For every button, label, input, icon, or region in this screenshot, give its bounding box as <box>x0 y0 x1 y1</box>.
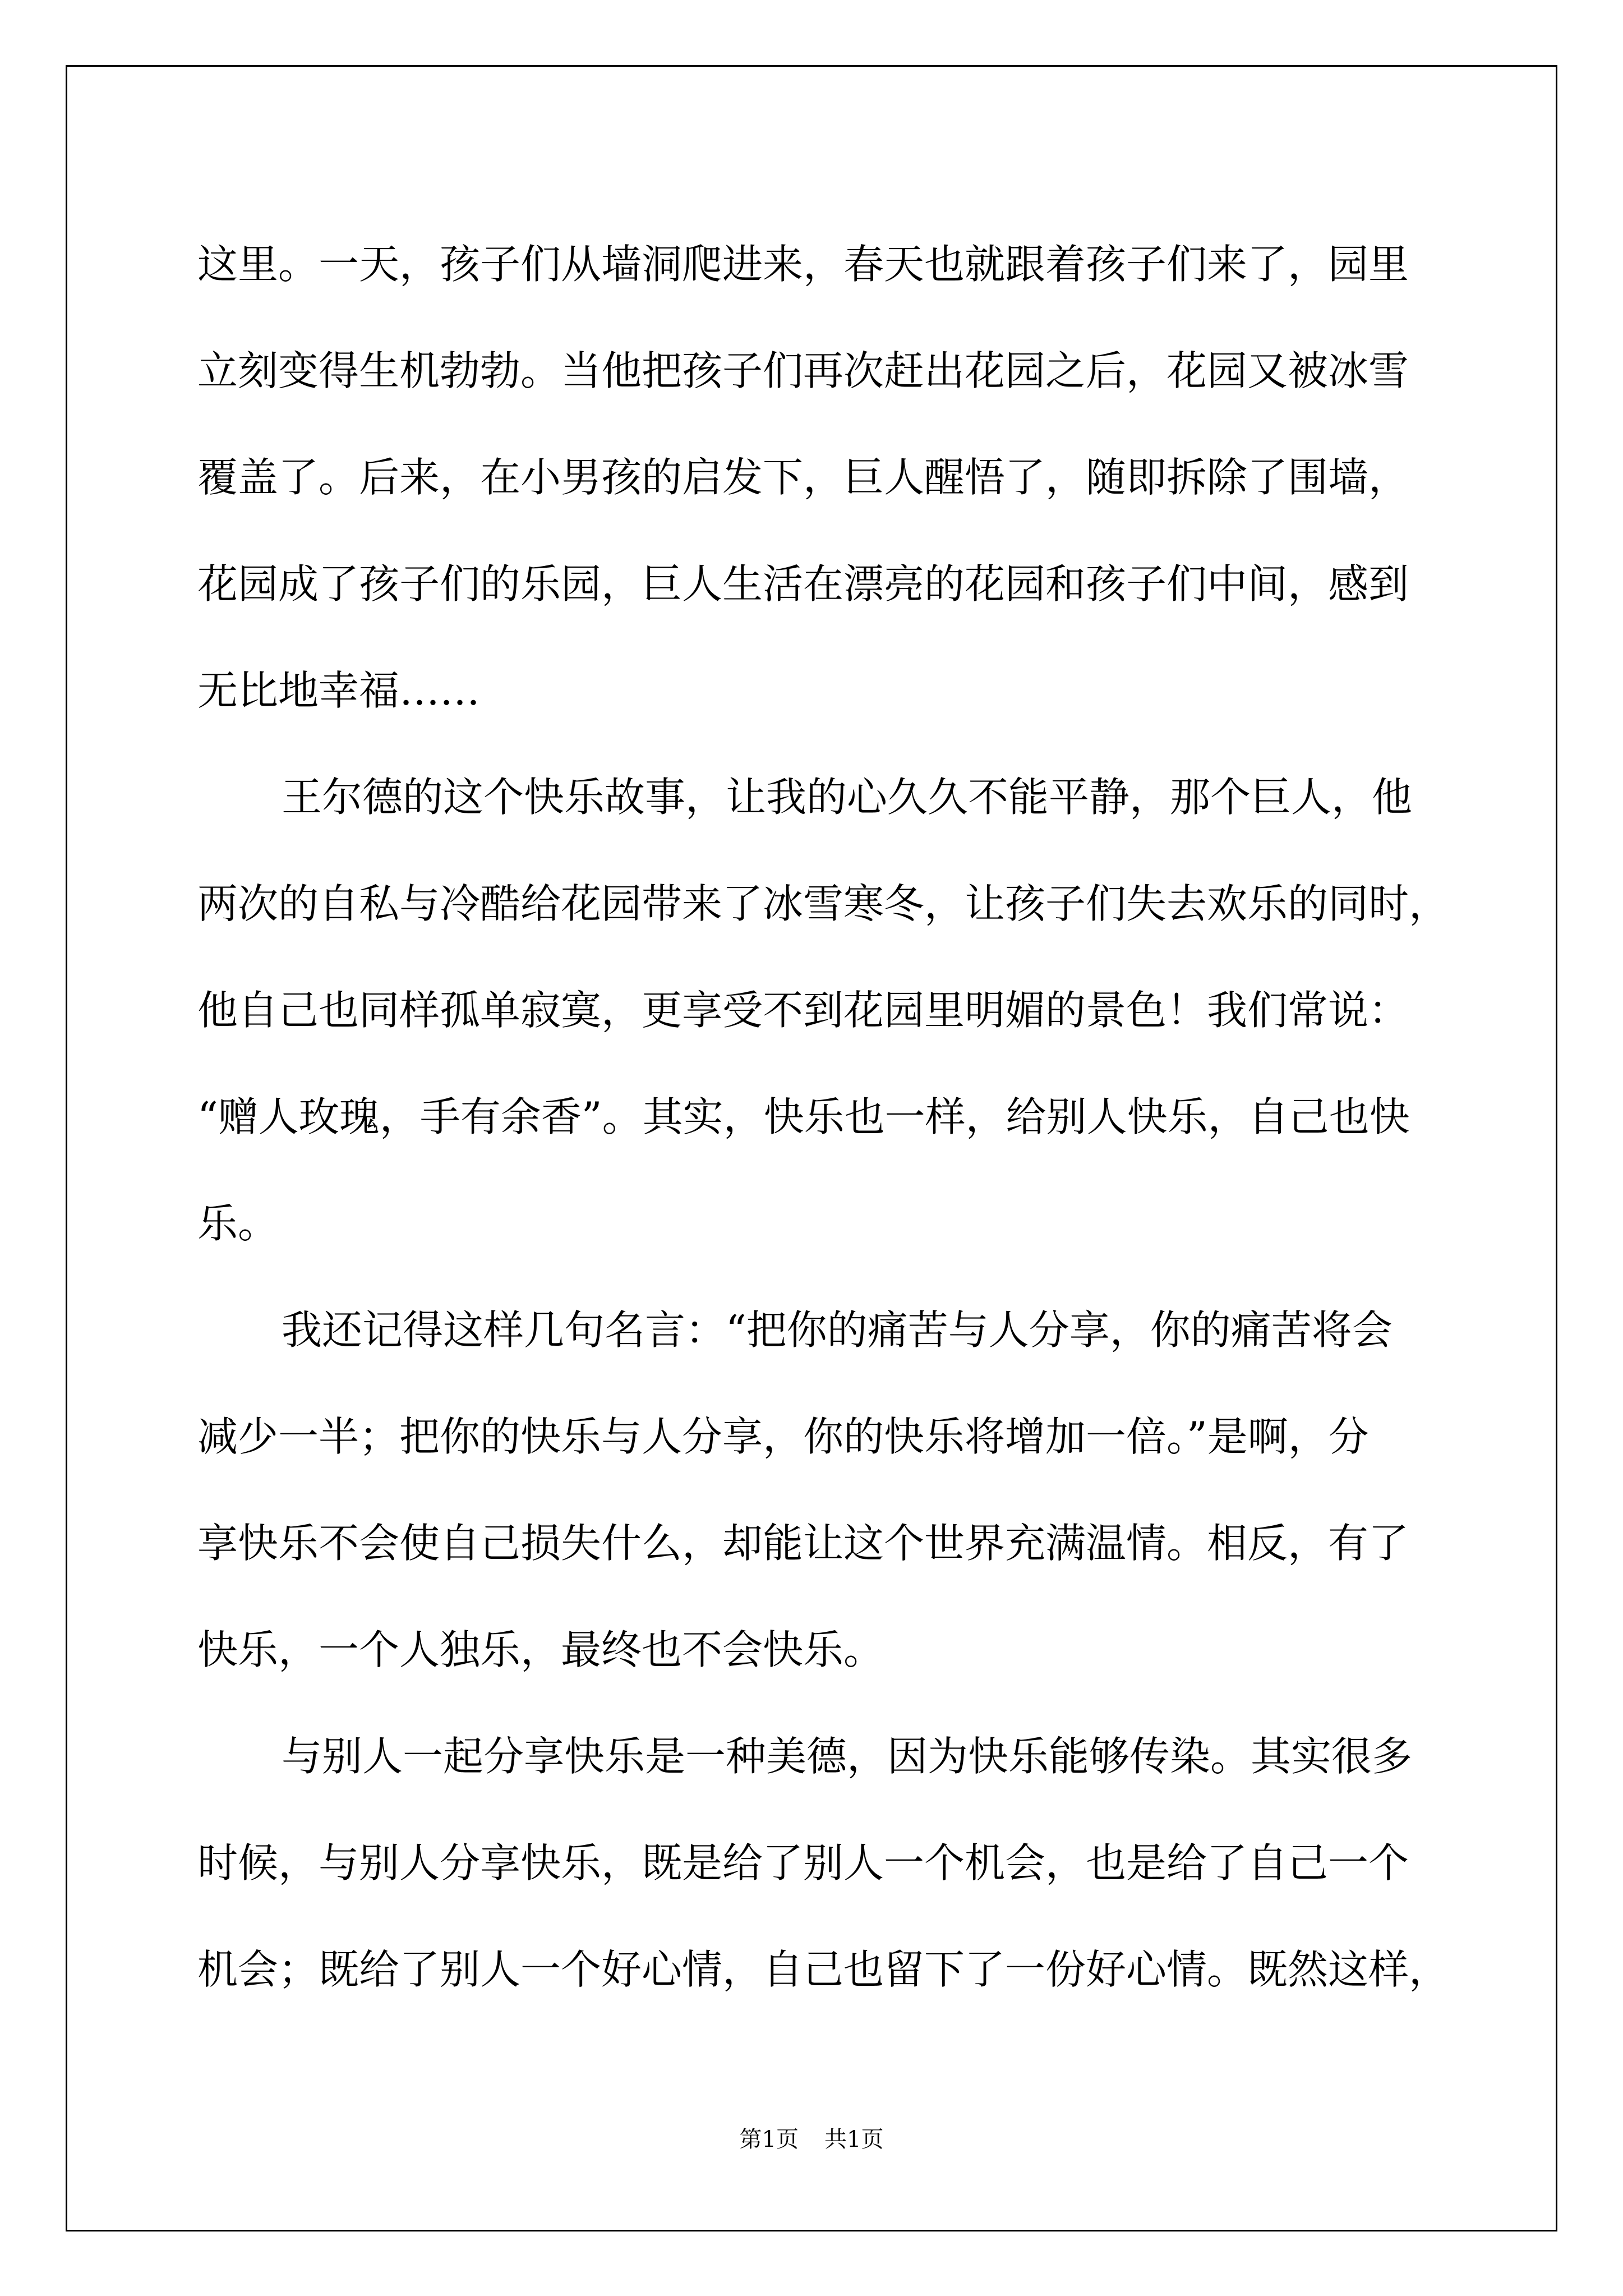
page-number-current: 第1页 <box>739 2127 799 2152</box>
text-line: 两次的自私与冷酷给花园带来了冰雪寒冬，让孩子们失去欢乐的同时， <box>197 880 1450 927</box>
text-line: 减少一半；把你的快乐与人分享，你的快乐将增加一倍。”是啊，分 <box>197 1413 1369 1460</box>
paragraph-first-line: 与别人一起分享快乐是一种美德，因为快乐能够传染。其实很多 <box>282 1733 1413 1780</box>
text-line: 这里。一天，孩子们从墙洞爬进来，春天也就跟着孩子们来了，园里 <box>197 241 1409 288</box>
paragraph-first-line: 我还记得这样几句名言：“把你的痛苦与人分享，你的痛苦将会 <box>282 1306 1393 1354</box>
text-line: 无比地幸福…… <box>197 667 481 714</box>
page-number-total: 共1页 <box>824 2127 884 2152</box>
text-line: 享快乐不会使自己损失什么，却能让这个世界充满温情。相反，有了 <box>197 1520 1409 1567</box>
text-line: 他自己也同样孤单寂寞，更享受不到花园里明媚的景色！我们常说： <box>197 987 1409 1034</box>
document-body <box>197 211 1465 2023</box>
paragraph-first-line: 王尔德的这个快乐故事，让我的心久久不能平静，那个巨人，他 <box>282 774 1413 821</box>
text-line: 时候，与别人分享快乐，既是给了别人一个机会，也是给了自己一个 <box>197 1839 1409 1887</box>
text-line: 乐。 <box>197 1200 279 1247</box>
text-line: 快乐，一个人独乐，最终也不会快乐。 <box>197 1626 884 1673</box>
page-footer <box>0 2122 1623 2154</box>
text-line: “赠人玫瑰，手有余香”。其实，快乐也一样，给别人快乐，自己也快 <box>197 1093 1410 1140</box>
text-line: 花园成了孩子们的乐园，巨人生活在漂亮的花园和孩子们中间，感到 <box>197 560 1409 608</box>
text-line: 机会；既给了别人一个好心情，自己也留下了一份好心情。既然这样， <box>197 1946 1450 1993</box>
text-line: 立刻变得生机勃勃。当他把孩子们再次赶出花园之后，花园又被冰雪 <box>197 347 1409 394</box>
text-line: 覆盖了。后来，在小男孩的启发下，巨人醒悟了，随即拆除了围墙， <box>197 454 1409 501</box>
